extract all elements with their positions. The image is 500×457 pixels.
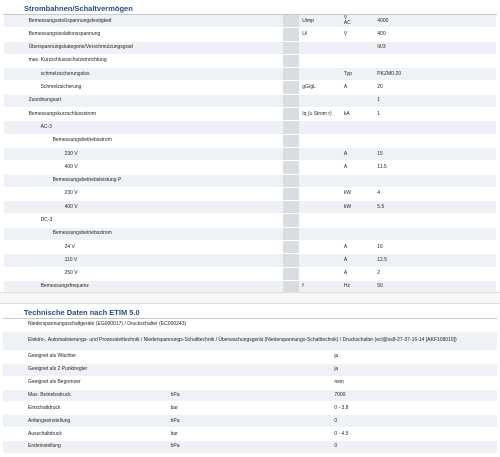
spec-row	[0, 201, 500, 214]
etim-unit: hPa	[168, 389, 333, 402]
section-etim	[0, 304, 500, 454]
spec-label: Überspannungskategorie/Verschmutzungsgrad	[28, 44, 133, 51]
spec-row	[0, 267, 500, 280]
spec-unit: V	[341, 28, 375, 41]
spec-label: Schmelzsicherung	[40, 84, 82, 91]
spec-row	[0, 241, 500, 254]
spec-unit	[341, 94, 375, 107]
column-divider	[283, 54, 300, 67]
column-divider	[283, 201, 300, 214]
spec-value	[375, 54, 496, 67]
etim-label: Anfangseinstellung	[3, 415, 168, 428]
spec-unit: V AC	[341, 15, 375, 28]
spec-unit	[341, 41, 375, 54]
spec-symbol	[299, 161, 341, 174]
spec-symbol	[299, 94, 341, 107]
spec-row	[0, 28, 500, 41]
spec-label: max. Kurzschlussschutzeinrichtung	[28, 57, 107, 64]
spec-label: 400 V	[64, 163, 78, 170]
spec-label: Zuordnungsart	[28, 97, 62, 104]
column-divider	[283, 161, 300, 174]
section-title-etim: Technische Daten nach ETIM 5.0	[24, 308, 140, 317]
column-divider	[283, 214, 300, 227]
spec-value: 2	[375, 267, 496, 280]
column-divider	[283, 174, 300, 187]
spec-unit: kW	[341, 187, 375, 200]
spec-label: 230 V	[64, 190, 78, 197]
spec-unit: kW	[341, 201, 375, 214]
current-paths-table	[0, 15, 500, 294]
spec-unit: A	[341, 241, 375, 254]
spec-unit: A	[341, 147, 375, 160]
spec-row	[0, 108, 500, 121]
spec-row	[0, 94, 500, 107]
column-divider	[283, 147, 300, 160]
spec-symbol	[299, 134, 341, 147]
spec-symbol	[299, 147, 341, 160]
etim-unit: hPa	[168, 441, 333, 454]
spec-value: 4	[375, 187, 496, 200]
spec-row	[0, 134, 500, 147]
spec-value: PKZM0-20	[375, 68, 496, 81]
column-divider	[283, 227, 300, 240]
spec-symbol	[299, 214, 341, 227]
spec-unit	[341, 174, 375, 187]
spec-label: Bemessungsbetriebsstrom	[52, 230, 112, 237]
spec-row	[0, 227, 500, 240]
etim-label: Geeignet als Wächter	[3, 350, 168, 363]
spec-value: 16	[375, 241, 496, 254]
spec-symbol	[299, 187, 341, 200]
spec-row	[0, 15, 500, 28]
spec-label: Bemessungsbetriebsstrom	[52, 137, 112, 144]
etim-unit: hPa	[168, 415, 333, 428]
spec-unit	[341, 134, 375, 147]
spec-label: 250 V	[64, 270, 78, 277]
spec-unit: Hz	[341, 280, 375, 293]
spec-value: 20	[375, 81, 496, 94]
column-divider	[283, 81, 300, 94]
spec-row	[0, 54, 500, 67]
spec-label: 400 V	[64, 203, 78, 210]
column-divider	[283, 68, 300, 81]
eclass-classification-row	[0, 331, 500, 350]
spec-row	[0, 121, 500, 134]
etim-value: 0 - 3.8	[332, 402, 497, 415]
etim-unit: bar	[168, 428, 333, 441]
spec-value	[375, 174, 496, 187]
column-divider	[283, 241, 300, 254]
etim-row	[0, 363, 500, 376]
etim-row	[0, 415, 500, 428]
spec-label: Bemessungsstoßspannungsfestigkeit	[28, 17, 112, 24]
etim-row	[0, 428, 500, 441]
spec-label: AC-3	[40, 123, 52, 130]
spec-symbol	[299, 254, 341, 267]
spec-value: 5.5	[375, 201, 496, 214]
etim-value: 7000	[332, 389, 497, 402]
spec-value	[375, 214, 496, 227]
etim-unit: bar	[168, 402, 333, 415]
spec-symbol: Uimp	[299, 15, 341, 28]
spec-symbol: Ui	[299, 28, 341, 41]
etim-value: nein	[332, 376, 497, 389]
spec-label: Bemessungsfrequenz	[40, 283, 89, 290]
column-divider	[283, 187, 300, 200]
spec-value: 15	[375, 147, 496, 160]
etim-label: Geeignet als 2 Punktregler	[3, 363, 168, 376]
spec-value: 50	[375, 280, 496, 293]
spec-row	[0, 147, 500, 160]
spec-unit	[341, 54, 375, 67]
spec-value: 400	[375, 28, 496, 41]
etim-table	[0, 319, 500, 454]
spec-symbol	[299, 54, 341, 67]
spec-label: 24 V	[64, 243, 75, 250]
spec-symbol	[299, 227, 341, 240]
etim-row	[0, 350, 500, 363]
spec-unit: A	[341, 254, 375, 267]
spec-row	[0, 174, 500, 187]
spec-unit	[341, 227, 375, 240]
spec-row	[0, 68, 500, 81]
etim-label: Einschaltdruck	[3, 402, 168, 415]
spec-value	[375, 227, 496, 240]
spec-row	[0, 81, 500, 94]
spec-value: 1	[375, 108, 496, 121]
spec-label: Bemessungsisolationsspannung	[28, 30, 101, 37]
spec-symbol	[299, 68, 341, 81]
spec-value: 11.5	[375, 161, 496, 174]
etim-row	[0, 376, 500, 389]
spec-symbol: Iq (≤ Strom r)	[299, 108, 341, 121]
spec-symbol	[299, 121, 341, 134]
etim-row	[0, 402, 500, 415]
spec-symbol	[299, 41, 341, 54]
etim-label: Ausschaltdruck	[3, 428, 168, 441]
spec-unit: Typ	[341, 68, 375, 81]
spec-label: 230 V	[64, 150, 78, 157]
etim-unit	[168, 376, 333, 389]
spec-unit	[341, 214, 375, 227]
spec-symbol	[299, 201, 341, 214]
etim-value: 0	[332, 441, 497, 454]
spec-label: schmelzsicherungslos	[40, 70, 90, 77]
spec-unit: kA	[341, 108, 375, 121]
spec-value: III/3	[375, 41, 496, 54]
spec-symbol: gG/gL	[299, 81, 341, 94]
spec-row	[0, 161, 500, 174]
spec-label: DC-3	[40, 217, 53, 223]
spec-unit	[341, 121, 375, 134]
spec-unit: A	[341, 161, 375, 174]
etim-unit	[168, 363, 333, 376]
etim-label: Endeinstellung	[3, 441, 168, 454]
column-divider	[283, 28, 300, 41]
spec-value	[375, 121, 496, 134]
etim-row	[0, 441, 500, 454]
etim-class-line: Niederspannungsschaltgeräte (EG000017) / Druckschalter (EC000243)	[3, 319, 497, 331]
etim-value: 0	[332, 415, 497, 428]
etim-row	[0, 389, 500, 402]
column-divider	[283, 108, 300, 121]
spec-label: 110 V	[64, 256, 78, 263]
spec-value: 12.5	[375, 254, 496, 267]
section-separator	[0, 292, 500, 304]
etim-value: ja	[332, 363, 497, 376]
spec-label: Bemessungsbetriebsleistung P	[52, 177, 122, 184]
spec-value	[375, 134, 496, 147]
etim-value: 0 - 4.5	[332, 428, 497, 441]
column-divider	[283, 254, 300, 267]
section-title-current-paths: Strombahnen/Schaltvermögen	[24, 4, 133, 13]
column-divider	[283, 121, 300, 134]
spec-label: Bemessungskurzschlussstrom	[28, 110, 97, 117]
spec-row	[0, 254, 500, 267]
column-divider	[283, 134, 300, 147]
etim-label: Max. Betriebsdruck	[3, 389, 168, 402]
spec-symbol	[299, 241, 341, 254]
eclass-line: Elektro-, Automatisierungs- und Prozessleittechnik / Niederspannungs-Schalttechnik / Überwachungsgerät (Niederspannungs-Schalttechnik) / Druckschalter (ecl@ss8-27-37-16-14 [AKF108010])	[3, 331, 497, 350]
etim-value: ja	[332, 350, 497, 363]
spec-symbol	[299, 174, 341, 187]
spec-unit: A	[341, 267, 375, 280]
spec-row	[0, 214, 500, 227]
column-divider	[283, 15, 300, 28]
column-divider	[283, 41, 300, 54]
spec-row	[0, 41, 500, 54]
spec-value: 1	[375, 94, 496, 107]
column-divider	[283, 267, 300, 280]
spec-value: 4000	[375, 15, 496, 28]
etim-classification-row	[0, 319, 500, 331]
etim-unit	[168, 350, 333, 363]
spec-unit: A	[341, 81, 375, 94]
etim-label: Geeignet als Begrenzer	[3, 376, 168, 389]
spec-symbol	[299, 267, 341, 280]
column-divider	[283, 94, 300, 107]
spec-symbol: f	[299, 280, 341, 293]
spec-row	[0, 187, 500, 200]
